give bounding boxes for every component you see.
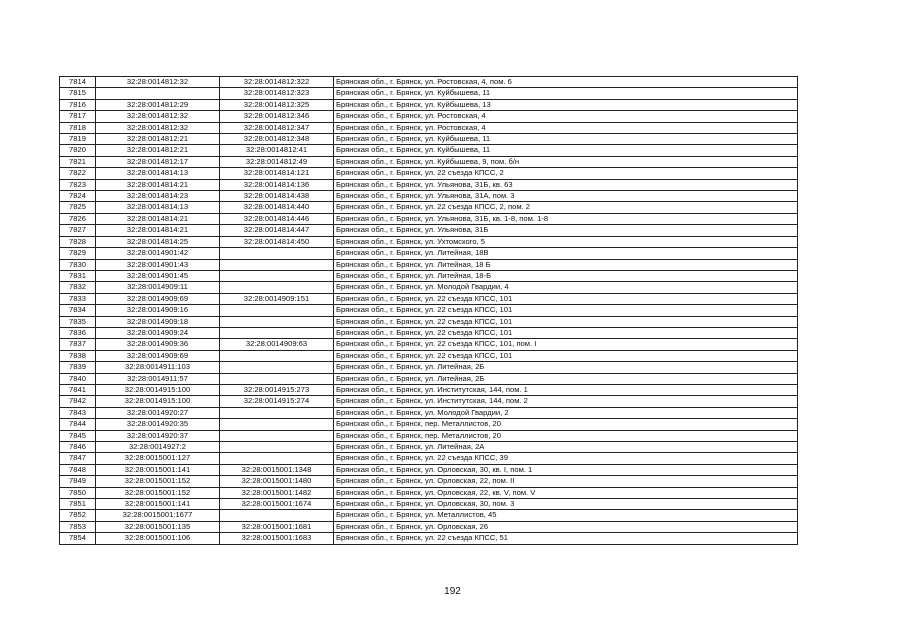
cadastral-object-cell	[220, 350, 334, 361]
address-cell: Брянская обл., г. Брянск, ул. Орловская, 30, кв. I, пом. 1	[334, 464, 798, 475]
table-row	[60, 316, 798, 327]
cadastral-object-cell: 32:28:0015001:1348	[220, 464, 334, 475]
cadastral-object-cell: 32:28:0014814:438	[220, 191, 334, 202]
cadastral-parcel-cell: 32:28:0014814:21	[96, 213, 220, 224]
cadastral-parcel-cell: 32:28:0014920:37	[96, 430, 220, 441]
row-number-cell: 7817	[60, 111, 96, 122]
table-row	[60, 442, 798, 453]
cadastral-parcel-cell: 32:28:0014909:11	[96, 282, 220, 293]
cadastral-object-cell: 32:28:0014814:121	[220, 168, 334, 179]
row-number-cell: 7834	[60, 305, 96, 316]
cadastral-parcel-cell: 32:28:0014814:25	[96, 236, 220, 247]
cadastral-object-cell	[220, 510, 334, 521]
table-row	[60, 430, 798, 441]
cadastral-parcel-cell: 32:28:0014812:29	[96, 99, 220, 110]
row-number-cell: 7831	[60, 270, 96, 281]
cadastral-object-cell: 32:28:0015001:1674	[220, 499, 334, 510]
row-number-cell: 7842	[60, 396, 96, 407]
row-number-cell: 7844	[60, 419, 96, 430]
cadastral-parcel-cell: 32:28:0015001:141	[96, 464, 220, 475]
table-row	[60, 305, 798, 316]
cadastral-parcel-cell: 32:28:0015001:152	[96, 487, 220, 498]
cadastral-object-cell	[220, 407, 334, 418]
cadastral-parcel-cell: 32:28:0015001:152	[96, 476, 220, 487]
row-number-cell: 7819	[60, 134, 96, 145]
row-number-cell: 7851	[60, 499, 96, 510]
cadastral-object-cell: 32:28:0014812:49	[220, 156, 334, 167]
table-row	[60, 407, 798, 418]
cadastral-object-cell: 32:28:0015001:1683	[220, 533, 334, 544]
address-cell: Брянская обл., г. Брянск, ул. Ульянова, 31А, пом. 3	[334, 191, 798, 202]
cadastral-parcel-cell: 32:28:0014909:18	[96, 316, 220, 327]
address-cell: Брянская обл., г. Брянск, ул. Ульянова, 31Б	[334, 225, 798, 236]
cadastral-object-cell: 32:28:0015001:1681	[220, 521, 334, 532]
table-row	[60, 77, 798, 88]
table-row	[60, 156, 798, 167]
address-cell: Брянская обл., г. Брянск, пер. Металлистов, 20	[334, 430, 798, 441]
cadastral-parcel-cell: 32:28:0014920:35	[96, 419, 220, 430]
address-cell: Брянская обл., г. Брянск, ул. Литейная, 18-Б	[334, 270, 798, 281]
table-row	[60, 179, 798, 190]
table-row	[60, 362, 798, 373]
table-row	[60, 213, 798, 224]
cadastral-parcel-cell: 32:28:0015001:127	[96, 453, 220, 464]
address-cell: Брянская обл., г. Брянск, ул. Куйбышева, 9, пом. б/н	[334, 156, 798, 167]
table-row	[60, 168, 798, 179]
cadastral-parcel-cell: 32:28:0014915:100	[96, 384, 220, 395]
cadastral-object-cell: 32:28:0014814:447	[220, 225, 334, 236]
address-cell: Брянская обл., г. Брянск, ул. 22 съезда КПСС, 39	[334, 453, 798, 464]
cadastral-parcel-cell: 32:28:0014909:16	[96, 305, 220, 316]
table-row	[60, 499, 798, 510]
cadastral-parcel-cell: 32:28:0014920:27	[96, 407, 220, 418]
row-number-cell: 7847	[60, 453, 96, 464]
table-row	[60, 373, 798, 384]
table-row	[60, 510, 798, 521]
address-cell: Брянская обл., г. Брянск, ул. Литейная, 18 Б	[334, 259, 798, 270]
cadastral-parcel-cell: 32:28:0014901:43	[96, 259, 220, 270]
table-row	[60, 134, 798, 145]
table-row	[60, 339, 798, 350]
cadastral-object-cell: 32:28:0015001:1482	[220, 487, 334, 498]
table-row	[60, 270, 798, 281]
address-cell: Брянская обл., г. Брянск, ул. Молодой Гвардии, 2	[334, 407, 798, 418]
cadastral-object-cell: 32:28:0014812:322	[220, 77, 334, 88]
address-cell: Брянская обл., г. Брянск, ул. Куйбышева, 11	[334, 88, 798, 99]
table-row	[60, 476, 798, 487]
cadastral-object-cell: 32:28:0014812:41	[220, 145, 334, 156]
row-number-cell: 7832	[60, 282, 96, 293]
cadastral-object-cell: 32:28:0014814:136	[220, 179, 334, 190]
cadastral-parcel-cell	[96, 88, 220, 99]
cadastral-parcel-cell: 32:28:0014909:36	[96, 339, 220, 350]
row-number-cell: 7843	[60, 407, 96, 418]
cadastral-parcel-cell: 32:28:0014814:23	[96, 191, 220, 202]
table-row	[60, 191, 798, 202]
row-number-cell: 7846	[60, 442, 96, 453]
table-row	[60, 259, 798, 270]
row-number-cell: 7820	[60, 145, 96, 156]
address-cell: Брянская обл., г. Брянск, ул. Институтская, 144, пом. 2	[334, 396, 798, 407]
cadastral-object-cell	[220, 453, 334, 464]
table-row	[60, 419, 798, 430]
row-number-cell: 7841	[60, 384, 96, 395]
address-cell: Брянская обл., г. Брянск, ул. 22 съезда КПСС, 101	[334, 316, 798, 327]
address-cell: Брянская обл., г. Брянск, ул. Орловская, 30, пом. 3	[334, 499, 798, 510]
address-cell: Брянская обл., г. Брянск, ул. 22 съезда КПСС, 2	[334, 168, 798, 179]
address-cell: Брянская обл., г. Брянск, ул. Куйбышева, 11	[334, 134, 798, 145]
cadastral-object-cell	[220, 419, 334, 430]
address-cell: Брянская обл., г. Брянск, ул. Литейная, 18В	[334, 248, 798, 259]
cadastral-object-cell: 32:28:0014812:325	[220, 99, 334, 110]
cadastral-object-cell	[220, 362, 334, 373]
table-row	[60, 202, 798, 213]
row-number-cell: 7850	[60, 487, 96, 498]
table-row	[60, 282, 798, 293]
cadastral-parcel-cell: 32:28:0014812:17	[96, 156, 220, 167]
table-row	[60, 396, 798, 407]
row-number-cell: 7815	[60, 88, 96, 99]
address-cell: Брянская обл., г. Брянск, ул. 22 съезда КПСС, 2, пом. 2	[334, 202, 798, 213]
table-row	[60, 122, 798, 133]
cadastral-object-cell: 32:28:0014909:151	[220, 293, 334, 304]
cadastral-object-cell: 32:28:0014909:63	[220, 339, 334, 350]
row-number-cell: 7828	[60, 236, 96, 247]
cadastral-object-cell	[220, 373, 334, 384]
cadastral-parcel-cell: 32:28:0014901:42	[96, 248, 220, 259]
cadastral-object-cell: 32:28:0014915:273	[220, 384, 334, 395]
address-cell: Брянская обл., г. Брянск, ул. 22 съезда КПСС, 101, пом. I	[334, 339, 798, 350]
row-number-cell: 7845	[60, 430, 96, 441]
row-number-cell: 7825	[60, 202, 96, 213]
cadastral-parcel-cell: 32:28:0014814:13	[96, 202, 220, 213]
cadastral-parcel-cell: 32:28:0014911:103	[96, 362, 220, 373]
table-row	[60, 99, 798, 110]
cadastral-object-cell: 32:28:0014812:347	[220, 122, 334, 133]
address-cell: Брянская обл., г. Брянск, ул. Ростовская, 4	[334, 111, 798, 122]
cadastral-object-cell	[220, 316, 334, 327]
registry-table	[59, 76, 798, 545]
cadastral-parcel-cell: 32:28:0015001:135	[96, 521, 220, 532]
table-row	[60, 236, 798, 247]
cadastral-object-cell	[220, 442, 334, 453]
address-cell: Брянская обл., г. Брянск, ул. 22 съезда КПСС, 101	[334, 293, 798, 304]
page-number: 192	[444, 586, 461, 597]
address-cell: Брянская обл., г. Брянск, ул. Институтская, 144, пом. 1	[334, 384, 798, 395]
address-cell: Брянская обл., г. Брянск, ул. Ульянова, 31Б, кв. 63	[334, 179, 798, 190]
cadastral-object-cell	[220, 282, 334, 293]
cadastral-parcel-cell: 32:28:0014812:21	[96, 145, 220, 156]
address-cell: Брянская обл., г. Брянск, ул. 22 съезда КПСС, 51	[334, 533, 798, 544]
cadastral-object-cell: 32:28:0014814:446	[220, 213, 334, 224]
cadastral-object-cell: 32:28:0014812:323	[220, 88, 334, 99]
row-number-cell: 7835	[60, 316, 96, 327]
cadastral-parcel-cell: 32:28:0014814:13	[96, 168, 220, 179]
row-number-cell: 7814	[60, 77, 96, 88]
cadastral-parcel-cell: 32:28:0014915:100	[96, 396, 220, 407]
cadastral-object-cell	[220, 327, 334, 338]
row-number-cell: 7837	[60, 339, 96, 350]
cadastral-parcel-cell: 32:28:0014909:24	[96, 327, 220, 338]
address-cell: Брянская обл., г. Брянск, ул. Куйбышева, 11	[334, 145, 798, 156]
cadastral-object-cell: 32:28:0014814:450	[220, 236, 334, 247]
address-cell: Брянская обл., г. Брянск, ул. Литейная, 2Б	[334, 373, 798, 384]
row-number-cell: 7826	[60, 213, 96, 224]
cadastral-object-cell	[220, 270, 334, 281]
address-cell: Брянская обл., г. Брянск, ул. Ростовская, 4	[334, 122, 798, 133]
address-cell: Брянская обл., г. Брянск, ул. Ростовская, 4, пом. 6	[334, 77, 798, 88]
row-number-cell: 7824	[60, 191, 96, 202]
cadastral-parcel-cell: 32:28:0014812:32	[96, 111, 220, 122]
row-number-cell: 7823	[60, 179, 96, 190]
row-number-cell: 7854	[60, 533, 96, 544]
row-number-cell: 7853	[60, 521, 96, 532]
table-row	[60, 350, 798, 361]
cadastral-parcel-cell: 32:28:0015001:1677	[96, 510, 220, 521]
row-number-cell: 7852	[60, 510, 96, 521]
address-cell: Брянская обл., г. Брянск, ул. Ухтомского, 5	[334, 236, 798, 247]
row-number-cell: 7848	[60, 464, 96, 475]
row-number-cell: 7821	[60, 156, 96, 167]
address-cell: Брянская обл., г. Брянск, ул. Орловская, 22, кв. V, пом. V	[334, 487, 798, 498]
address-cell: Брянская обл., г. Брянск, ул. 22 съезда КПСС, 101	[334, 350, 798, 361]
table-row	[60, 225, 798, 236]
address-cell: Брянская обл., г. Брянск, ул. Литейная, 2А	[334, 442, 798, 453]
row-number-cell: 7833	[60, 293, 96, 304]
row-number-cell: 7836	[60, 327, 96, 338]
cadastral-parcel-cell: 32:28:0015001:106	[96, 533, 220, 544]
address-cell: Брянская обл., г. Брянск, ул. 22 съезда КПСС, 101	[334, 327, 798, 338]
cadastral-parcel-cell: 32:28:0014814:21	[96, 179, 220, 190]
table-row	[60, 384, 798, 395]
address-cell: Брянская обл., г. Брянск, ул. Орловская, 26	[334, 521, 798, 532]
row-number-cell: 7827	[60, 225, 96, 236]
cadastral-parcel-cell: 32:28:0014909:69	[96, 350, 220, 361]
cadastral-parcel-cell: 32:28:0014812:32	[96, 77, 220, 88]
row-number-cell: 7816	[60, 99, 96, 110]
address-cell: Брянская обл., г. Брянск, ул. Литейная, 2Б	[334, 362, 798, 373]
address-cell: Брянская обл., г. Брянск, ул. Металлистов, 45	[334, 510, 798, 521]
cadastral-object-cell	[220, 248, 334, 259]
cadastral-object-cell: 32:28:0014812:346	[220, 111, 334, 122]
row-number-cell: 7838	[60, 350, 96, 361]
cadastral-parcel-cell: 32:28:0014814:21	[96, 225, 220, 236]
row-number-cell: 7849	[60, 476, 96, 487]
table-row	[60, 464, 798, 475]
cadastral-parcel-cell: 32:28:0014812:21	[96, 134, 220, 145]
row-number-cell: 7839	[60, 362, 96, 373]
table-row	[60, 521, 798, 532]
row-number-cell: 7830	[60, 259, 96, 270]
table-row	[60, 88, 798, 99]
table-row	[60, 248, 798, 259]
cadastral-parcel-cell: 32:28:0014901:45	[96, 270, 220, 281]
table-row	[60, 111, 798, 122]
table-row	[60, 293, 798, 304]
cadastral-parcel-cell: 32:28:0014911:57	[96, 373, 220, 384]
cadastral-object-cell	[220, 305, 334, 316]
cadastral-parcel-cell: 32:28:0014909:69	[96, 293, 220, 304]
cadastral-parcel-cell: 32:28:0015001:141	[96, 499, 220, 510]
table-row	[60, 487, 798, 498]
address-cell: Брянская обл., г. Брянск, ул. Орловская, 22, пом. II	[334, 476, 798, 487]
cadastral-parcel-cell: 32:28:0014812:32	[96, 122, 220, 133]
cadastral-object-cell	[220, 259, 334, 270]
cadastral-object-cell: 32:28:0014915:274	[220, 396, 334, 407]
row-number-cell: 7829	[60, 248, 96, 259]
cadastral-object-cell: 32:28:0014812:348	[220, 134, 334, 145]
row-number-cell: 7818	[60, 122, 96, 133]
cadastral-object-cell: 32:28:0015001:1480	[220, 476, 334, 487]
registry-table-body	[60, 77, 798, 545]
address-cell: Брянская обл., г. Брянск, пер. Металлистов, 20	[334, 419, 798, 430]
table-row	[60, 327, 798, 338]
row-number-cell: 7822	[60, 168, 96, 179]
address-cell: Брянская обл., г. Брянск, ул. 22 съезда КПСС, 101	[334, 305, 798, 316]
address-cell: Брянская обл., г. Брянск, ул. Ульянова, 31Б, кв. 1-8, пом. 1-8	[334, 213, 798, 224]
table-row	[60, 453, 798, 464]
cadastral-parcel-cell: 32:28:0014927:2	[96, 442, 220, 453]
address-cell: Брянская обл., г. Брянск, ул. Молодой Гвардии, 4	[334, 282, 798, 293]
row-number-cell: 7840	[60, 373, 96, 384]
table-row	[60, 533, 798, 544]
cadastral-object-cell: 32:28:0014814:440	[220, 202, 334, 213]
address-cell: Брянская обл., г. Брянск, ул. Куйбышева, 13	[334, 99, 798, 110]
cadastral-object-cell	[220, 430, 334, 441]
table-row	[60, 145, 798, 156]
